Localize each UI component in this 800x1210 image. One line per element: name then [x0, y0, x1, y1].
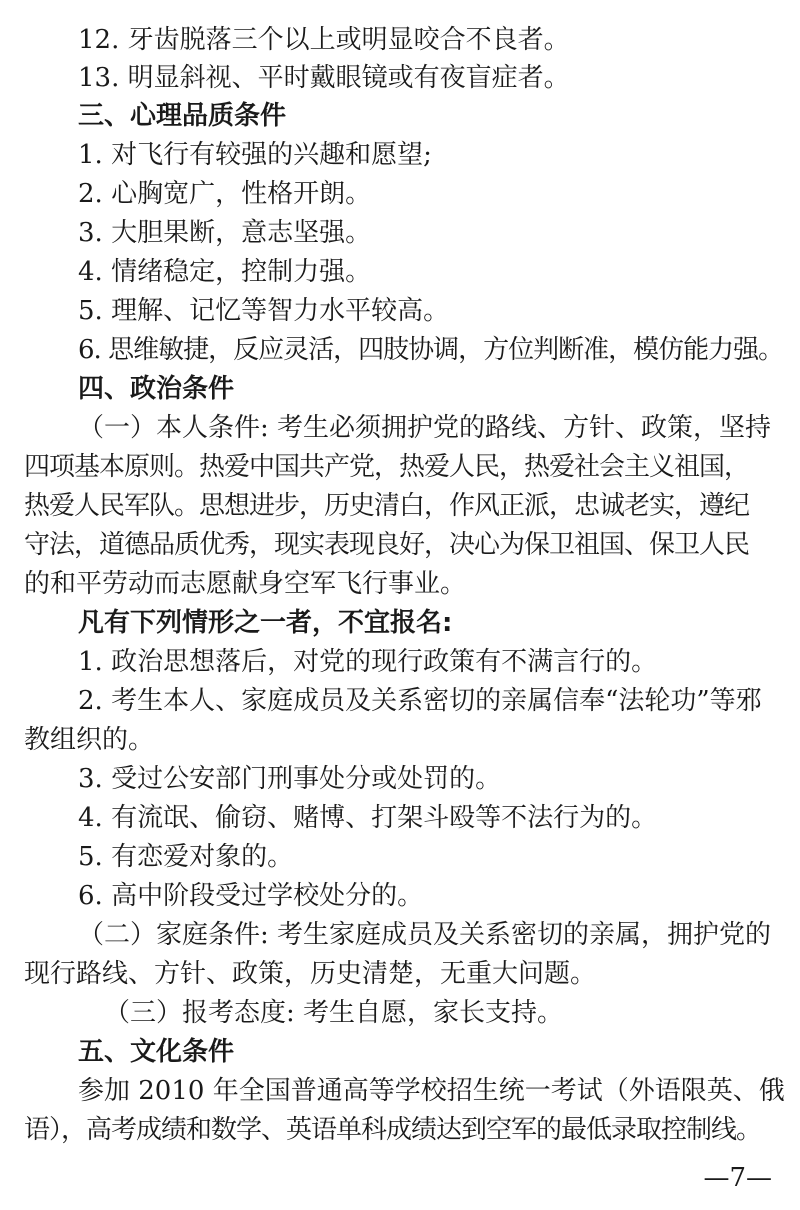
- body-line: 5. 有恋爱对象的。: [78, 842, 294, 872]
- body-line: （一）本人条件: 考生必须拥护党的路线、方针、政策，坚持: [78, 413, 772, 443]
- body-line: 13. 明显斜视、平时戴眼镜或有夜盲症者。: [78, 63, 570, 93]
- body-line: 守法，道德品质优秀，现实表现良好，决心为保卫祖国、保卫人民: [24, 530, 750, 560]
- body-line: 6. 高中阶段受过学校处分的。: [78, 881, 424, 911]
- body-line: 热爱人民军队。思想进步，历史清白，作风正派，忠诚老实，遵纪: [24, 491, 750, 521]
- body-line: 语），高考成绩和数学、英语单科成绩达到空军的最低录取控制线。: [24, 1115, 762, 1145]
- sub-heading: 凡有下列情形之一者，不宜报名:: [78, 608, 453, 638]
- section-heading: 五、文化条件: [78, 1037, 235, 1067]
- body-line: （三）报考态度: 考生自愿，家长支持。: [104, 998, 564, 1028]
- section-heading: 三、心理品质条件: [78, 101, 287, 131]
- body-line: 5. 理解、记忆等智力水平较高。: [78, 296, 450, 326]
- body-line: 12. 牙齿脱落三个以上或明显咬合不良者。: [78, 25, 570, 55]
- body-line: 2. 心胸宽广，性格开朗。: [78, 179, 372, 209]
- body-line: （二）家庭条件: 考生家庭成员及关系密切的亲属，拥护党的: [78, 920, 772, 950]
- body-line: 现行路线、方针、政策，历史清楚，无重大问题。: [24, 959, 597, 989]
- body-line: 参加 2010 年全国普通高等学校招生统一考试（外语限英、俄: [78, 1076, 785, 1106]
- body-line: 3. 受过公安部门刑事处分或处罚的。: [78, 764, 502, 794]
- body-line: 6. 思维敏捷，反应灵活，四肢协调，方位判断准，模仿能力强。: [78, 335, 784, 365]
- body-line: 4. 有流氓、偷窃、赌博、打架斗殴等不法行为的。: [78, 803, 658, 833]
- body-line: 3. 大胆果断，意志坚强。: [78, 218, 372, 248]
- body-line: 2. 考生本人、家庭成员及关系密切的亲属信奉“法轮功”等邪: [78, 686, 762, 716]
- body-line: 1. 政治思想落后，对党的现行政策有不满言行的。: [78, 647, 658, 677]
- page-number: —7—: [703, 1163, 772, 1193]
- body-line: 的和平劳动而志愿献身空军飞行事业。: [24, 569, 467, 599]
- body-line: 1. 对飞行有较强的兴趣和愿望;: [78, 140, 432, 170]
- body-line: 四项基本原则。热爱中国共产党，热爱人民，热爱社会主义祖国，: [24, 452, 750, 482]
- body-line: 4. 情绪稳定，控制力强。: [78, 257, 372, 287]
- section-heading: 四、政治条件: [78, 374, 235, 404]
- body-line: 教组织的。: [24, 725, 155, 755]
